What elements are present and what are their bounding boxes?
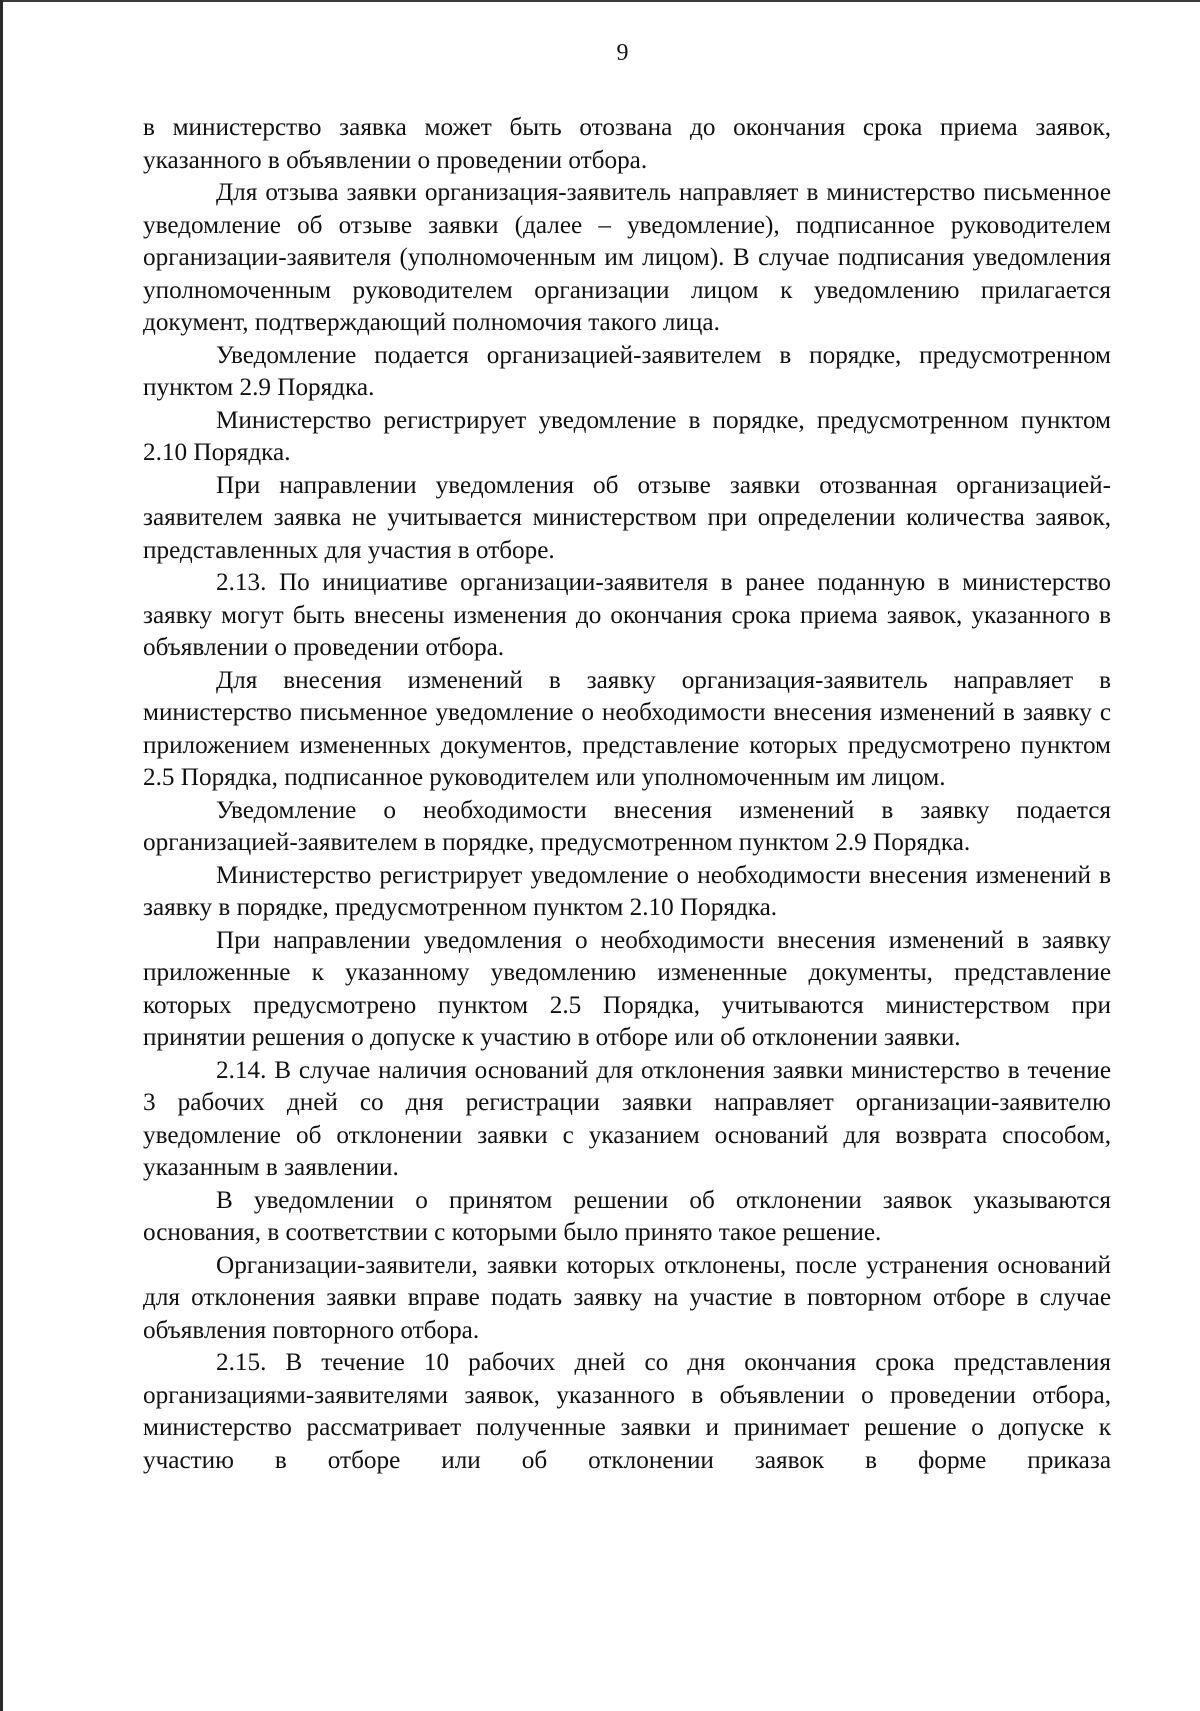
page-number: 9: [616, 40, 629, 66]
paragraph-4: Министерство регистрирует уведомление в порядке, предусмотренном пунктом 2.10 Порядка.: [143, 406, 1111, 466]
paragraph-8: Уведомление о необходимости внесения изменений в заявку подается организацией-заявителем в порядке, предусмотренном пунктом 2.9 Порядка.: [143, 796, 1111, 856]
scan-edge-top: [0, 0, 1200, 2]
paragraph-2: Для отзыва заявки организация-заявитель направляет в министерство письменное уведомление об отзыве заявки (далее – уведомление), подписанное руководителем организации-заявителя (уполномоченным им лицом). В случае подписания уведомления уполномоченным руководителем организации лицом к уведомлению прилагается документ, подтверждающий полномочия такого лица.: [143, 179, 1111, 336]
paragraph-1: в министерство заявка может быть отозвана до окончания срока приема заявок, указанного в объявлении о проведении отбора.: [143, 114, 1111, 174]
paragraph-11: 2.14. В случае наличия оснований для отклонения заявки министерство в течение 3 рабочих дней со дня регистрации заявки направляет организации-заявителю уведомление об отклонении заявки с указанием оснований для возврата способом, указанным в заявлении.: [143, 1056, 1111, 1181]
scan-edge-left: [0, 0, 3, 1711]
paragraph-12: В уведомлении о принятом решении об отклонении заявок указываются основания, в соответствии с которыми было принято такое решение.: [143, 1186, 1111, 1246]
paragraph-5: При направлении уведомления об отзыве заявки отозванная организацией-заявителем заявка не учитывается министерством при определении количества заявок, представленных для участия в отборе.: [143, 471, 1111, 564]
paragraph-3: Уведомление подается организацией-заявителем в порядке, предусмотренном пунктом 2.9 Порядка.: [143, 341, 1111, 401]
paragraph-14: 2.15. В течение 10 рабочих дней со дня окончания срока представления организациями-заявителями заявок, указанного в объявлении о проведении отбора, министерство рассматривает полученные заявки и принимает решение о допуске к участию в отборе или об отклонении заявок в форме приказа: [143, 1349, 1111, 1474]
paragraph-9: Министерство регистрирует уведомление о необходимости внесения изменений в заявку в порядке, предусмотренном пунктом 2.10 Порядка.: [143, 861, 1111, 921]
paragraph-7: Для внесения изменений в заявку организация-заявитель направляет в министерство письменное уведомление о необходимости внесения изменений в заявку с приложением измененных документов, представление которых предусмотрено пунктом 2.5 Порядка, подписанное руководителем или уполномоченным им лицом.: [143, 666, 1111, 791]
document-body: [143, 112, 1111, 1477]
paragraph-10: При направлении уведомления о необходимости внесения изменений в заявку приложенные к указанному уведомлению измененные документы, представление которых предусмотрено пунктом 2.5 Порядка, учитываются министерством при принятии решения о допуске к участию в отборе или об отклонении заявки.: [143, 926, 1111, 1051]
paragraph-6: 2.13. По инициативе организации-заявителя в ранее поданную в министерство заявку могут быть внесены изменения до окончания срока приема заявок, указанного в объявлении о проведении отбора.: [143, 569, 1111, 661]
paragraph-13: Организации-заявители, заявки которых отклонены, после устранения оснований для отклонения заявки вправе подать заявку на участие в повторном отборе в случае объявления повторного отбора.: [143, 1251, 1111, 1344]
